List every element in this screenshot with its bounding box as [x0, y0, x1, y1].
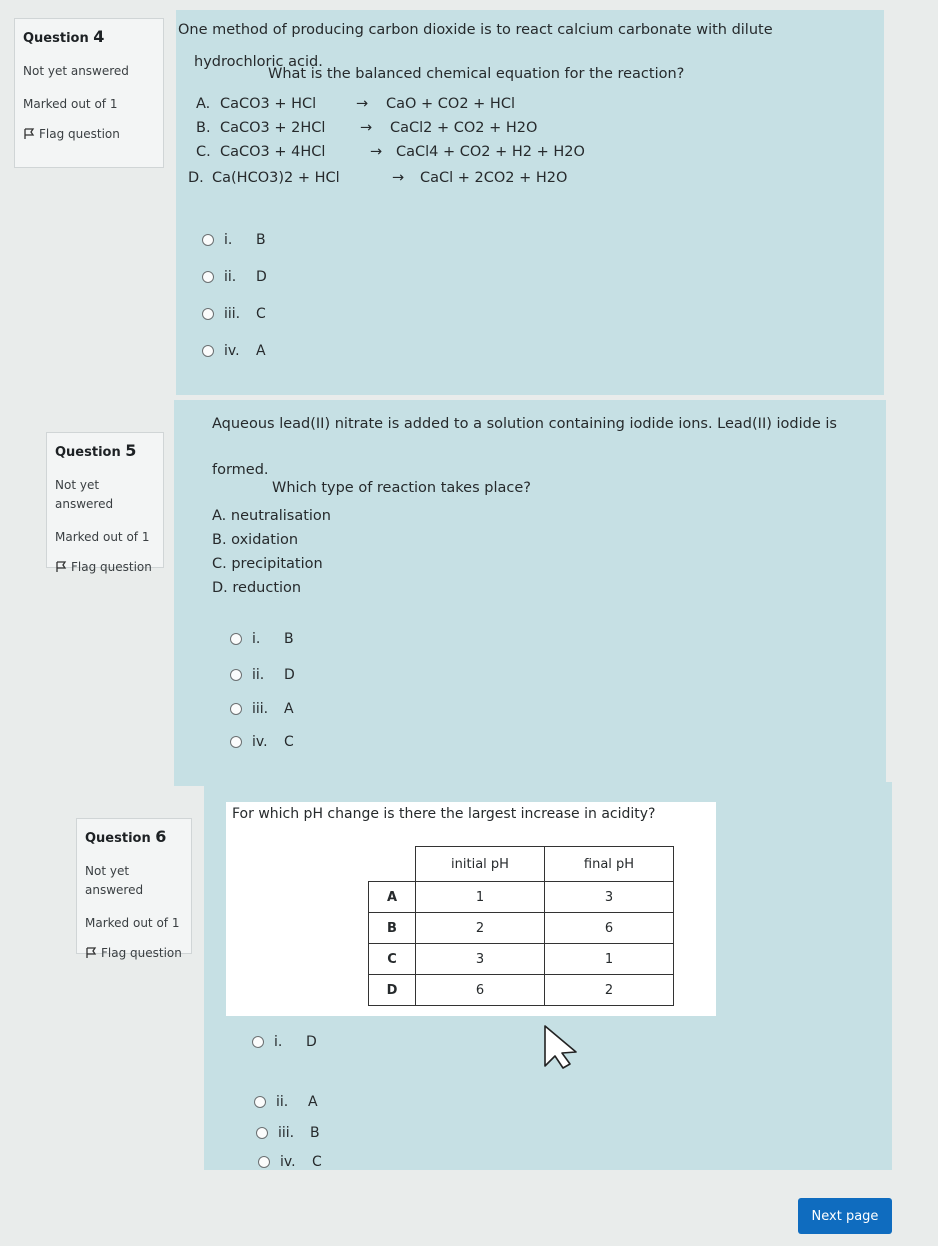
q6-option-1[interactable]: [252, 1034, 317, 1050]
q4-option-3-num: iii.: [224, 306, 241, 322]
table-row: [369, 975, 674, 1006]
q4-choice-d-lhs: Ca(HCO3)2 + HCl: [212, 170, 340, 186]
q4-option-2-num: ii.: [224, 269, 237, 285]
q4-choice-d-rhs: CaCl + 2CO2 + H2O: [420, 170, 568, 186]
q4-question-text-1: One method of producing carbon dioxide is to react calcium carbonate with dilute: [178, 22, 773, 38]
q4-choice-c-letter: C.: [196, 144, 211, 160]
q4-choice-a-lhs: CaCO3 + HCl: [220, 96, 317, 112]
q4-choice-c: [196, 144, 585, 160]
q6-flag-question[interactable]: [85, 946, 183, 960]
q6-final-ph: 1: [545, 944, 674, 975]
q6-row-label: B: [369, 913, 416, 944]
q5-choice-d: [212, 580, 301, 596]
q5-question-text-2: formed.: [212, 462, 269, 478]
q5-choice-b-text: oxidation: [231, 532, 299, 548]
mouse-cursor-icon: [543, 1024, 579, 1070]
q6-question-text: For which pH change is there the largest increase in acidity?: [232, 806, 656, 822]
q5-option-4[interactable]: [230, 734, 294, 750]
q6-table-header-row: [369, 847, 674, 882]
q5-number-label: Question: [55, 445, 121, 460]
q4-option-2[interactable]: [202, 269, 267, 285]
q6-initial-ph: 3: [416, 944, 545, 975]
q6-row-label: C: [369, 944, 416, 975]
q4-choice-a-rhs: CaO + CO2 + HCl: [386, 96, 515, 112]
q5-flag-label: Flag question: [71, 560, 152, 574]
q6-option-3-radio[interactable]: [256, 1127, 268, 1139]
q5-option-4-radio[interactable]: [230, 736, 242, 748]
q4-option-2-radio[interactable]: [202, 271, 214, 283]
q5-option-1-val: B: [284, 631, 294, 647]
q6-ph-table: [368, 846, 674, 1006]
q6-option-2-radio[interactable]: [254, 1096, 266, 1108]
q6-option-4-val: C: [312, 1154, 322, 1170]
q4-choice-c-rhs: CaCl4 + CO2 + H2 + H2O: [396, 144, 585, 160]
q4-flag-question[interactable]: [23, 127, 155, 141]
q4-option-3-radio[interactable]: [202, 308, 214, 320]
q4-number-value: 4: [93, 27, 105, 46]
q4-option-1[interactable]: [202, 232, 266, 248]
q4-choice-a-arrow: →: [356, 96, 369, 112]
q6-option-1-val: D: [306, 1034, 317, 1050]
q6-option-3-num: iii.: [278, 1125, 295, 1141]
q5-option-4-num: iv.: [252, 734, 268, 750]
q6-row-label: A: [369, 882, 416, 913]
q5-choice-b: [212, 532, 298, 548]
q4-option-1-num: i.: [224, 232, 233, 248]
q5-option-1-num: i.: [252, 631, 261, 647]
q5-choice-c-text: precipitation: [231, 556, 323, 572]
q6-option-4-num: iv.: [280, 1154, 296, 1170]
q4-state: Not yet answered: [23, 64, 129, 78]
q4-choice-c-arrow: →: [370, 144, 383, 160]
q5-option-2-val: D: [284, 667, 295, 683]
q6-option-4[interactable]: [258, 1154, 322, 1170]
q5-marks: Marked out of 1: [55, 530, 150, 544]
q6-content: [204, 782, 892, 1170]
q5-flag-question[interactable]: [55, 560, 155, 574]
q4-choice-d-arrow: →: [392, 170, 405, 186]
q5-state: Not yet answered: [55, 478, 114, 511]
q6-marks: Marked out of 1: [85, 916, 180, 930]
q4-choice-c-lhs: CaCO3 + 4HCl: [220, 144, 326, 160]
q6-state: Not yet answered: [85, 864, 144, 897]
q6-table-header-initial: initial pH: [416, 847, 545, 882]
q4-choice-a-letter: A.: [196, 96, 211, 112]
q6-option-1-num: i.: [274, 1034, 283, 1050]
next-page-button[interactable]: Next page: [798, 1198, 892, 1234]
q4-question-text-2: hydrochloric acid.: [194, 54, 323, 70]
q5-option-3[interactable]: [230, 701, 294, 717]
q6-table-header-blank: [369, 847, 416, 882]
q6-initial-ph: 1: [416, 882, 545, 913]
q4-number-label: Question: [23, 31, 89, 46]
q6-number-label: Question: [85, 831, 151, 846]
q5-option-3-radio[interactable]: [230, 703, 242, 715]
q4-option-1-radio[interactable]: [202, 234, 214, 246]
q6-row-label: D: [369, 975, 416, 1006]
q5-choice-b-letter: B.: [212, 532, 227, 548]
q5-choice-a-letter: A.: [212, 508, 227, 524]
q6-initial-ph: 6: [416, 975, 545, 1006]
q6-option-2-num: ii.: [276, 1094, 289, 1110]
q4-choice-b-letter: B.: [196, 120, 211, 136]
q6-number: [85, 827, 183, 846]
q6-final-ph: 2: [545, 975, 674, 1006]
q6-number-value: 6: [155, 827, 167, 846]
q6-initial-ph: 2: [416, 913, 545, 944]
q5-choice-a: [212, 508, 331, 524]
q4-content: [176, 10, 884, 395]
q5-option-3-val: A: [284, 701, 294, 717]
q4-choice-b-arrow: →: [360, 120, 373, 136]
q5-question-text-1: Aqueous lead(II) nitrate is added to a solution containing iodide ions. Lead(II) iodide is: [212, 416, 837, 432]
q4-marks: Marked out of 1: [23, 97, 118, 111]
q5-prompt: Which type of reaction takes place?: [272, 480, 531, 496]
q4-option-1-val: B: [256, 232, 266, 248]
q5-choice-c-letter: C.: [212, 556, 227, 572]
q4-choice-d-letter: D.: [188, 170, 204, 186]
flag-icon: [23, 128, 35, 140]
q4-choice-d: [188, 170, 567, 186]
q4-choice-b-rhs: CaCl2 + CO2 + H2O: [390, 120, 538, 136]
q4-option-3-val: C: [256, 306, 266, 322]
q4-choice-a: [196, 96, 515, 112]
q4-option-2-val: D: [256, 269, 267, 285]
q5-number: [55, 441, 155, 460]
q4-prompt: What is the balanced chemical equation for the reaction?: [268, 66, 685, 82]
q4-info-panel: [14, 18, 164, 168]
q4-option-3[interactable]: [202, 306, 266, 322]
q6-option-2-row[interactable]: [254, 1094, 318, 1110]
q4-number: [23, 27, 155, 46]
q5-content: [174, 400, 886, 786]
q6-option-2-val: A: [308, 1094, 318, 1110]
q6-option-3-val: B: [310, 1125, 320, 1141]
q6-option-3[interactable]: [256, 1125, 320, 1141]
table-row: [369, 913, 674, 944]
q5-number-value: 5: [125, 441, 137, 460]
flag-icon: [55, 561, 67, 573]
q4-option-4[interactable]: [202, 343, 266, 359]
q5-choice-d-letter: D.: [212, 580, 228, 596]
q4-choice-b-lhs: CaCO3 + 2HCl: [220, 120, 326, 136]
q4-choice-b: [196, 120, 537, 136]
q6-final-ph: 6: [545, 913, 674, 944]
q6-table-header-final: final pH: [545, 847, 674, 882]
q5-option-2-num: ii.: [252, 667, 265, 683]
q5-choice-a-text: neutralisation: [230, 508, 331, 524]
q6-final-ph: 3: [545, 882, 674, 913]
q5-option-2[interactable]: [230, 667, 295, 683]
q5-option-4-val: C: [284, 734, 294, 750]
q5-choice-d-text: reduction: [232, 580, 302, 596]
q5-option-1[interactable]: [230, 631, 294, 647]
q5-info-panel: [46, 432, 164, 574]
q6-option-1-radio[interactable]: [252, 1036, 264, 1048]
table-row: [369, 944, 674, 975]
q4-option-4-num: iv.: [224, 343, 240, 359]
q5-option-2-radio[interactable]: [230, 669, 242, 681]
q5-choice-c: [212, 556, 323, 572]
q6-option-4-radio[interactable]: [258, 1156, 270, 1168]
q5-option-1-radio[interactable]: [230, 633, 242, 645]
q6-flag-label: Flag question: [101, 946, 182, 960]
q4-flag-label: Flag question: [39, 127, 120, 141]
q5-option-3-num: iii.: [252, 701, 269, 717]
flag-icon: [85, 947, 97, 959]
q6-info-panel: [76, 818, 192, 960]
q4-option-4-radio[interactable]: [202, 345, 214, 357]
table-row: [369, 882, 674, 913]
q4-option-4-val: A: [256, 343, 266, 359]
